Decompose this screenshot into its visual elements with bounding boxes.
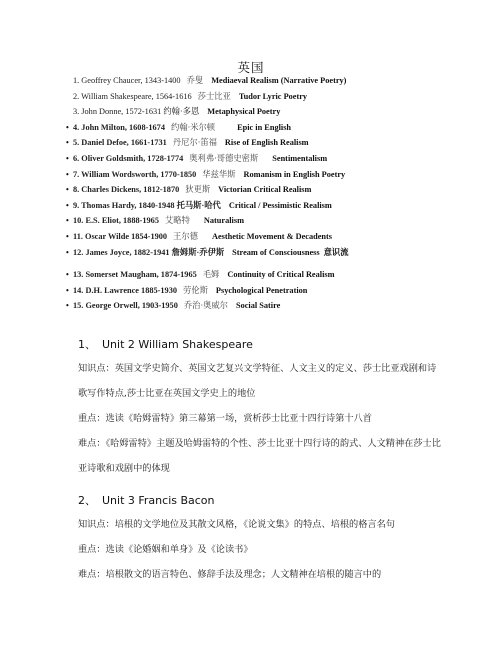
author-chinese-name: 王尔德 bbox=[173, 230, 198, 241]
unit-title: Unit 3 Francis Bacon bbox=[102, 494, 215, 507]
author-name: 8. Charles Dickens, 1812-1870 bbox=[73, 185, 180, 195]
literary-movement: Epic in English bbox=[237, 122, 292, 132]
unit-number: 2、 bbox=[78, 494, 96, 507]
bullet: • bbox=[66, 169, 69, 179]
literary-movement: Psychological Penetration bbox=[215, 285, 308, 295]
literary-movement: Victorian Critical Realism bbox=[218, 185, 312, 195]
bullet: • bbox=[66, 185, 69, 195]
author-name: 7. William Wordsworth, 1770-1850 bbox=[73, 169, 197, 179]
unit-section bbox=[64, 490, 444, 587]
author-name: 1. Geoffrey Chaucer, 1343-1400 bbox=[73, 76, 181, 85]
author-row bbox=[66, 246, 486, 262]
author-name: 10. E.S. Eliot, 1888-1965 bbox=[73, 216, 159, 226]
author-name: 9. Thomas Hardy, 1840-1948 托马斯·哈代 bbox=[73, 200, 221, 210]
unit-paragraph: 难点：《哈姆雷特》主题及哈姆雷特的个性、莎士比亚十四行诗的韵式、人文精神在莎士比亚诗歌和戏剧中的体现 bbox=[78, 438, 441, 474]
bullet: • bbox=[66, 153, 69, 163]
author-row bbox=[66, 74, 486, 90]
author-name: 11. Oscar Wilde 1854-1900 bbox=[73, 231, 168, 241]
author-chinese-name: 乔叟 bbox=[186, 75, 204, 85]
author-row bbox=[66, 268, 486, 284]
author-chinese-name: 华兹华斯 bbox=[202, 168, 236, 179]
author-row bbox=[66, 168, 486, 184]
author-row bbox=[66, 121, 486, 137]
unit-paragraph: 重点：选读《哈姆雷特》第三幕第一场，赏析莎士比亚十四行诗第十八首 bbox=[78, 413, 372, 424]
unit-sections bbox=[64, 334, 444, 596]
author-list bbox=[66, 74, 486, 315]
author-row bbox=[66, 284, 486, 300]
unit-title: Unit 2 William Shakespeare bbox=[102, 338, 253, 351]
author-row bbox=[66, 230, 486, 246]
literary-movement: Tudor Lyric Poetry bbox=[238, 91, 308, 101]
bullet: • bbox=[66, 216, 69, 226]
bullet: • bbox=[66, 231, 69, 241]
author-name: 15. George Orwell, 1903-1950 bbox=[73, 301, 178, 311]
unit-paragraph: 知识点：英国文学史简介、英国文艺复兴文学特征、人文主义的定义、莎士比亚戏剧和诗歌写作特点,莎士比亚在英国文学史上的地位 bbox=[78, 363, 437, 399]
literary-movement: Aesthetic Movement & Decadents bbox=[211, 231, 332, 241]
author-chinese-name: 劳伦斯 bbox=[183, 284, 208, 295]
author-row bbox=[66, 136, 486, 152]
bullet: • bbox=[66, 301, 69, 311]
literary-movement: Continuity of Critical Realism bbox=[227, 270, 335, 280]
author-row bbox=[66, 214, 486, 230]
author-chinese-name: 毛姆 bbox=[202, 269, 220, 280]
author-name: 6. Oliver Goldsmith, 1728-1774 bbox=[73, 153, 184, 163]
author-name: 13. Somerset Maugham, 1874-1965 bbox=[73, 270, 197, 280]
author-chinese-name: 狄更斯 bbox=[185, 184, 211, 195]
bullet: • bbox=[66, 270, 69, 280]
literary-movement: Mediaeval Realism (Narrative Poetry) bbox=[211, 76, 347, 85]
literary-movement: Romanism in English Poetry bbox=[243, 169, 346, 179]
author-row bbox=[66, 199, 486, 215]
literary-movement: Social Satire bbox=[235, 301, 281, 311]
literary-movement: Rise of English Realism bbox=[224, 138, 309, 148]
bullet: • bbox=[66, 200, 69, 210]
author-name: 12. James Joyce, 1882-1941 詹姆斯·乔伊斯 bbox=[73, 247, 225, 257]
author-row bbox=[66, 90, 486, 106]
author-chinese-name: 丹尼尔·笛福 bbox=[172, 137, 217, 148]
unit-paragraph: 重点：选读《论婚姻和单身》及《论读书》 bbox=[78, 544, 253, 555]
unit-number: 1、 bbox=[78, 338, 96, 351]
bullet: • bbox=[66, 122, 69, 132]
author-chinese-name: 乔治·奥威尔 bbox=[183, 300, 228, 311]
author-name: 14. D.H. Lawrence 1885-1930 bbox=[73, 285, 178, 295]
author-row bbox=[66, 105, 486, 121]
unit-heading bbox=[78, 490, 444, 512]
bullet: • bbox=[66, 138, 69, 148]
author-chinese-name: 莎士比亚 bbox=[197, 90, 231, 101]
unit-heading bbox=[78, 334, 444, 356]
author-name: 5. Daniel Defoe, 1661-1731 bbox=[73, 138, 167, 148]
movement-chinese: 意识流 bbox=[323, 246, 349, 257]
literary-movement: Sentimentalism bbox=[272, 153, 328, 163]
unit-section bbox=[64, 334, 444, 481]
author-chinese-name: 奥利弗·哥德史密斯 bbox=[189, 152, 259, 163]
author-row bbox=[66, 299, 486, 315]
bullet: • bbox=[66, 247, 69, 257]
literary-movement: Critical / Pessimistic Realism bbox=[228, 200, 332, 210]
literary-movement: Stream of Consciousness bbox=[232, 247, 320, 257]
literary-movement: Metaphysical Poetry bbox=[207, 107, 281, 117]
unit-paragraph: 难点：培根散文的语言特色、修辞手法及理念；人文精神在培根的随言中的 bbox=[78, 569, 382, 580]
bullet: • bbox=[66, 285, 69, 295]
unit-paragraph: 知识点：培根的文学地位及其散文风格，《论说文集》的特点、培根的格言名句 bbox=[78, 519, 395, 530]
author-chinese-name: 约翰·米尔顿 bbox=[170, 121, 216, 132]
literary-movement: Naturalism bbox=[203, 216, 244, 226]
author-chinese-name: 艾略特 bbox=[164, 215, 190, 226]
author-row bbox=[66, 183, 486, 199]
author-name: 2. William Shakespeare, 1564-1616 bbox=[73, 91, 192, 101]
author-row bbox=[66, 152, 486, 168]
page-title: 英国 bbox=[237, 60, 265, 75]
author-name: 4. John Milton, 1608-1674 bbox=[73, 122, 165, 132]
author-name: 3. John Donne, 1572-1631 约翰·多恩 bbox=[73, 107, 200, 117]
